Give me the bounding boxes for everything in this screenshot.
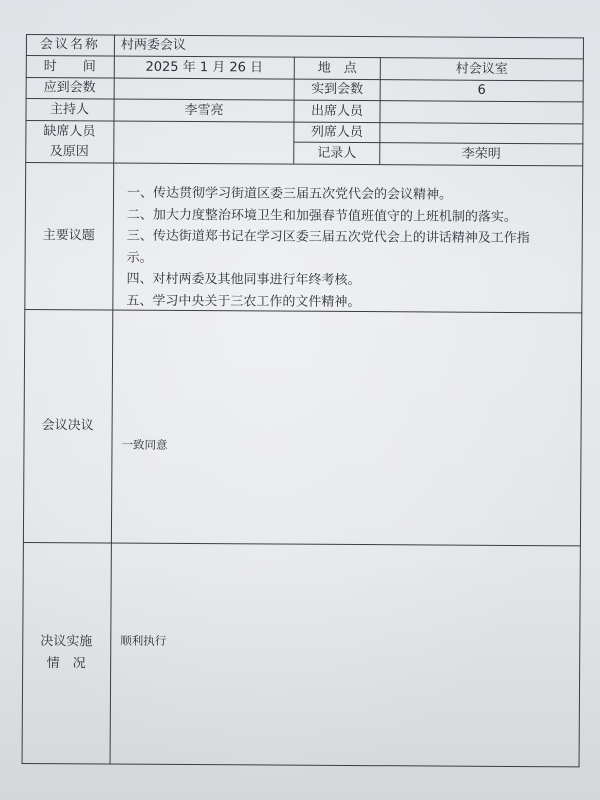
topic-item: 四、对村两委及其他同事进行年终考核。 (126, 271, 361, 289)
actual-value: 6 (477, 82, 486, 99)
observers-label: 列席人员 (310, 124, 363, 140)
resolution-label: 会议决议 (41, 418, 94, 434)
date-value: 2025 年 1 月 26 日 (145, 59, 264, 76)
implementation-label (22, 543, 111, 764)
absent-value (114, 122, 293, 164)
topic-item: 三、传达街道郑书记在学习区委三届五次党代会上的讲话精神及工作指示。 (126, 228, 530, 266)
recorder-value: 李荣明 (461, 146, 501, 162)
resolution-value: 一致同意 (121, 437, 168, 452)
place-label: 地 点 (317, 60, 357, 76)
meeting-name-value: 村两委会议 (120, 37, 186, 53)
expected-label: 应到会数 (43, 80, 96, 96)
host-label: 主持人 (49, 101, 90, 118)
implementation-label-line2: 情 况 (46, 656, 86, 672)
host-value: 李雪亮 (184, 102, 224, 118)
time-label: 时 间 (43, 58, 96, 75)
actual-label: 实到会数 (311, 81, 364, 98)
implementation-value: 顺利执行 (120, 633, 167, 648)
attendees-label: 出席人员 (310, 103, 364, 119)
topic-item: 一、传达贯彻学习街道区委三届五次党代会的会议精神。 (126, 185, 453, 203)
topic-item: 二、加大力度整治环境卫生和加强春节值班值守的上班机制的落实。 (126, 207, 517, 225)
absent-label-line2: 及原因 (49, 143, 89, 159)
expected-value (115, 79, 294, 100)
meeting-name-label: 会议名称 (39, 36, 100, 53)
table-border-bottom (22, 763, 580, 767)
recorder-label: 记录人 (317, 145, 357, 161)
attendees-value (380, 101, 582, 123)
meeting-record-form (22, 34, 584, 767)
absent-label (25, 121, 113, 163)
topic-item: 五、学习中央关于三农工作的文件精神。 (126, 293, 361, 310)
place-value: 村会议室 (455, 61, 508, 77)
absent-label-line1: 缺席人员 (43, 124, 96, 140)
observers-value (380, 123, 582, 143)
topics-list (126, 183, 547, 315)
topics-label: 主要议题 (42, 228, 95, 244)
implementation-label-line1: 决议实施 (40, 634, 93, 650)
